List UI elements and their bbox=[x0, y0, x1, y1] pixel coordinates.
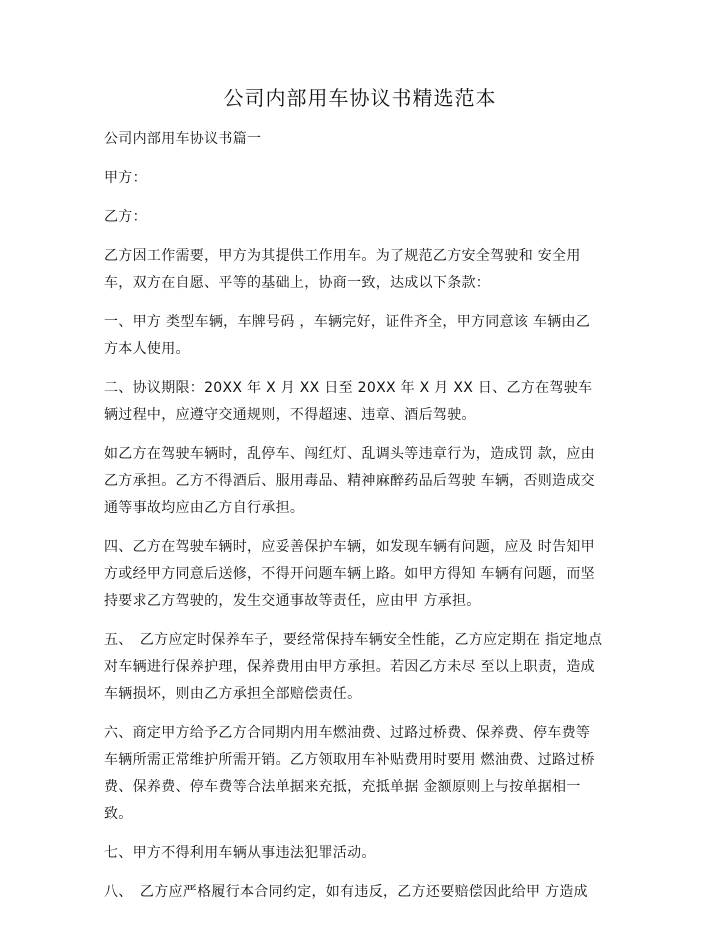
clause-5: 五、 乙方应定时保养车子，要经常保持车辆安全性能，乙方应定期在 指定地点对车辆进行保养护理，保养费用由甲方承担。若因乙方未尽 至以上职责，造成车辆损坏，则由乙方承担全部赔偿责任。 bbox=[104, 632, 603, 702]
intro-paragraph: 乙方因工作需要，甲方为其提供工作用车。为了规范乙方安全驾驶和 安全用车，双方在自愿、平等的基础上，协商一致，达成以下条款： bbox=[104, 248, 581, 291]
clause-8: 八、 乙方应严格履行本合同约定，如有违反，乙方还要赔偿因此给甲 方造成 bbox=[104, 884, 588, 900]
section-heading: 公司内部用车协议书篇一 bbox=[104, 131, 262, 147]
document-body bbox=[104, 126, 604, 918]
clause-6: 六、商定甲方给予乙方合同期内用车燃油费、过路过桥费、保养费、停车费等车辆所需正常维护所需开销。乙方领取用车补贴费用时要用 燃油费、过路过桥费、保养费、停车费等合法单据来充抵，充抵单据 金额原则上与按单据相一致。 bbox=[104, 725, 595, 822]
clause-4: 四、乙方在驾驶车辆时，应妥善保护车辆，如发现车辆有问题，应及 时告知甲方或经甲方同意后送修，不得开问题车辆上路。如甲方得知 车辆有问题，而坚持要求乙方驾驶的，发生交通事故等责任，应由甲 方承担。 bbox=[104, 539, 595, 609]
party-b-label: 乙方： bbox=[104, 209, 147, 225]
clause-3: 如乙方在驾驶车辆时，乱停车、闯红灯、乱调头等违章行为，造成罚 款，应由乙方承担。乙方不得酒后、服用毒品、精神麻醉药品后驾驶 车辆，否则造成交通等事故均应由乙方自行承担。 bbox=[104, 446, 595, 516]
clause-2: 二、协议期限：20XX 年 X 月 XX 日至 20XX 年 X 月 XX 日、乙方在驾驶车辆过程中，应遵守交通规则，不得超速、违章、酒后驾驶。 bbox=[104, 380, 593, 423]
party-a-label: 甲方： bbox=[104, 170, 147, 186]
clause-7: 七、甲方不得利用车辆从事违法犯罪活动。 bbox=[104, 845, 376, 861]
clause-1: 一、甲方 类型车辆，车牌号码 ，车辆完好，证件齐全，甲方同意该 车辆由乙方本人使用。 bbox=[104, 314, 591, 357]
document-title: 公司内部用车协议书精选范本 bbox=[223, 86, 497, 110]
